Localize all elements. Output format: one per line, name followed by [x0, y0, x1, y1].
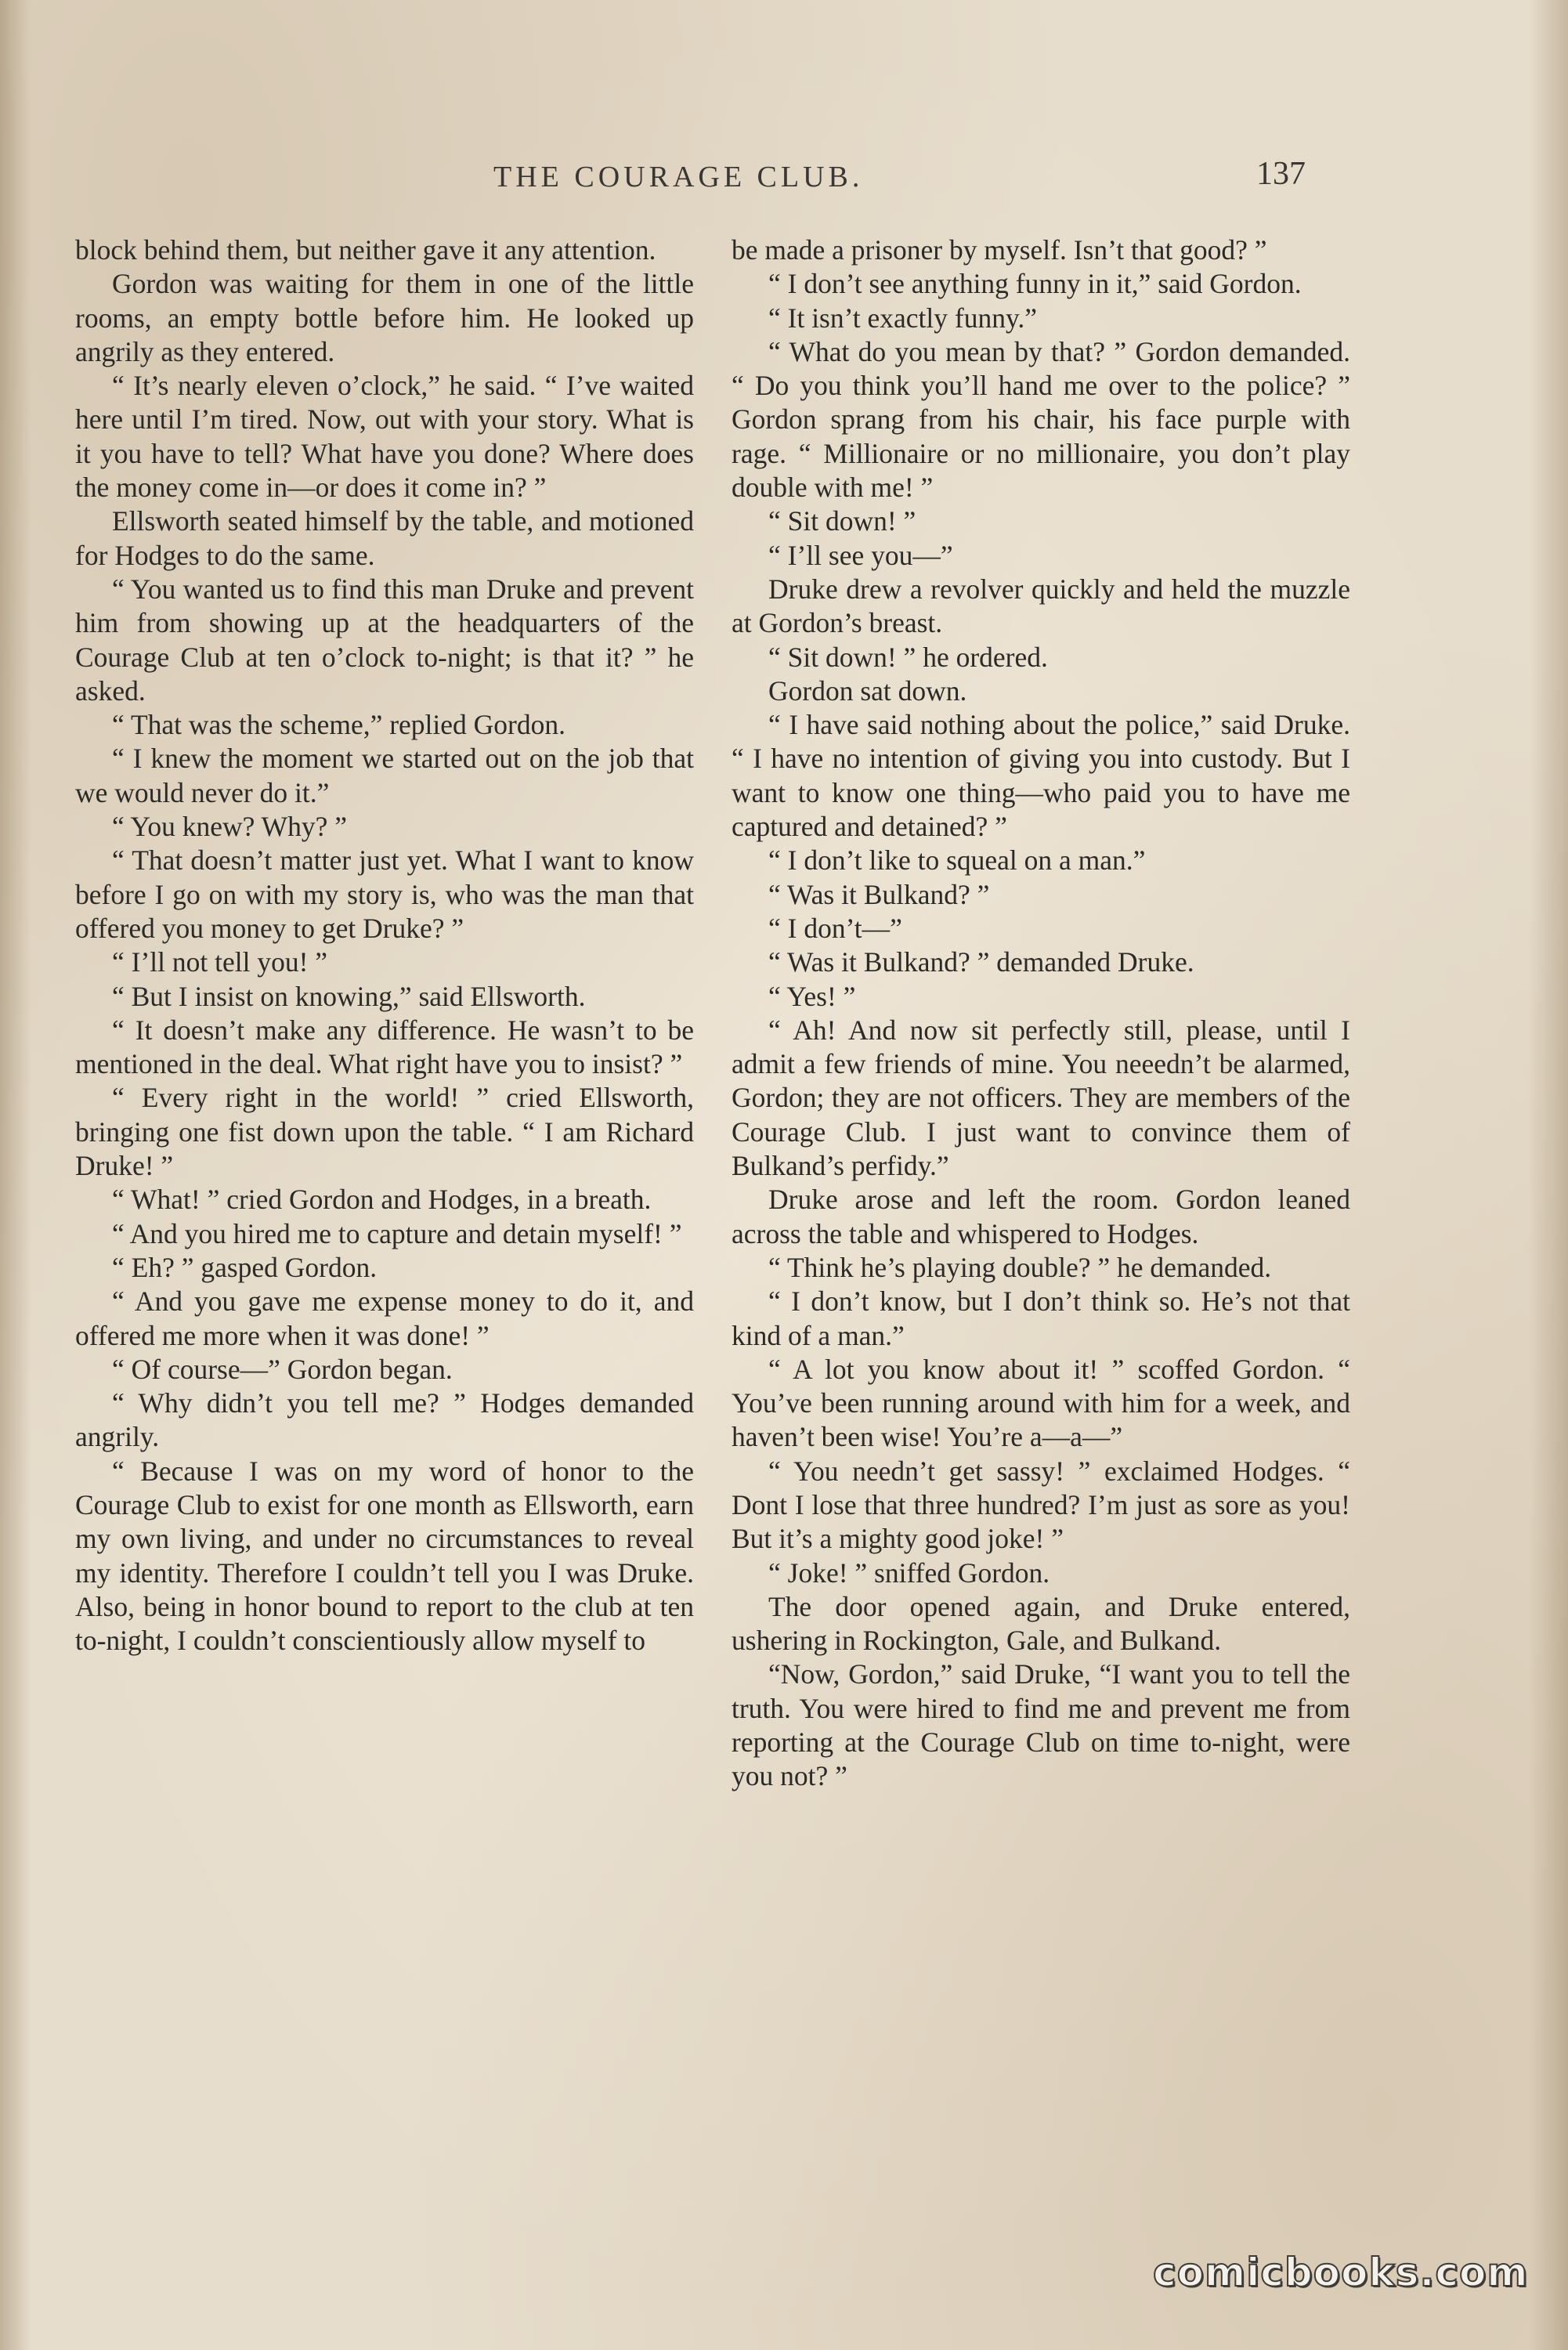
paragraph: Druke arose and left the room. Gordon leaned across the table and whispered to Hodges. [732, 1184, 1350, 1249]
paragraph: “ Was it Bulkand? ” demanded Druke. [768, 946, 1194, 978]
paragraph: “ I don’t—” [768, 912, 902, 944]
paragraph: “ I’ll see you—” [768, 539, 953, 571]
paragraph: “ It doesn’t make any difference. He wasn’t to be mentioned in the deal. What right have you to insist? ” [75, 1014, 694, 1080]
running-head [0, 156, 1568, 207]
site-watermark: comicbooks.com [1153, 2250, 1529, 2295]
paragraph: “ Every right in the world! ” cried Ellsworth, bringing one fist down upon the table. “ I am Richard Druke! ” [75, 1082, 694, 1182]
paragraph: “ You knew? Why? ” [112, 811, 348, 843]
paragraph: “ What! ” cried Gordon and Hodges, in a breath. [112, 1184, 652, 1216]
paragraph: “ Ah! And now sit perfectly still, please, until I admit a few friends of mine. You neeedn’t be alarmed, Gordon; they are not officers. They are members of the Courage Club. I just want to convince them of Bulkand’s perfidy.” [732, 1014, 1350, 1182]
paragraph: “ And you hired me to capture and detain myself! ” [112, 1217, 682, 1249]
paragraph: “ I have said nothing about the police,” said Druke. “ I have no intention of giving you into custody. But I want to know one thing—who paid you to have me captured and detained? ” [732, 709, 1350, 843]
paragraph: “ That was the scheme,” replied Gordon. [112, 709, 565, 741]
running-title: THE COURAGE CLUB. [493, 161, 864, 193]
right-column [732, 233, 1350, 1794]
paragraph: be made a prisoner by myself. Isn’t that good? ” [732, 234, 1267, 266]
page-number: 137 [1256, 156, 1306, 192]
paragraph: Druke drew a revolver quickly and held the muzzle at Gordon’s breast. [732, 573, 1350, 639]
paragraph: “ It isn’t exactly funny.” [768, 302, 1038, 334]
paragraph: “ Why didn’t you tell me? ” Hodges demanded angrily. [75, 1387, 694, 1453]
paragraph: “ You wanted us to find this man Druke and prevent him from showing up at the headquarters of the Courage Club at ten o’clock to-night; is that it? ” he asked. [75, 573, 694, 707]
paragraph: “ Because I was on my word of honor to the Courage Club to exist for one month as Ellsworth, earn my own living, and under no circumstances to reveal my identity. Therefore I couldn’t tell you I was Druke. Also, being in honor bound to report to the club at ten to-night, I couldn’t conscientiously allow myself to [75, 1455, 694, 1657]
paragraph: “ That doesn’t matter just yet. What I want to know before I go on with my story is, who was the man that offered you money to get Druke? ” [75, 844, 694, 944]
paragraph: “ Of course—” Gordon began. [112, 1353, 453, 1385]
page-edge-shadow-left [0, 0, 31, 2350]
paragraph: “ Yes! ” [768, 980, 856, 1012]
paragraph: “ Think he’s playing double? ” he demanded. [768, 1251, 1272, 1283]
paragraph: “ And you gave me expense money to do it, and offered me more when it was done! ” [75, 1285, 694, 1351]
paragraph: “ I knew the moment we started out on the job that we would never do it.” [75, 743, 694, 808]
paragraph: Gordon sat down. [768, 674, 967, 707]
paragraph: Gordon was waiting for them in one of the little rooms, an empty bottle before him. He looked up angrily as they entered. [75, 268, 694, 367]
paragraph: “ What do you mean by that? ” Gordon demanded. “ Do you think you’ll hand me over to the police? ” Gordon sprang from his chair, his face purple with rage. “ Millionaire or no millionaire, you don’t play double with me! ” [732, 335, 1350, 504]
paragraph: The door opened again, and Druke entered, ushering in Rockington, Gale, and Bulkand. [732, 1590, 1350, 1657]
paragraph: block behind them, but neither gave it any attention. [75, 234, 656, 266]
paragraph: “ I don’t know, but I don’t think so. He’s not that kind of a man.” [732, 1285, 1350, 1351]
paragraph: “ I’ll not tell you! ” [112, 946, 328, 978]
paragraph: “ Sit down! ” he ordered. [768, 641, 1048, 673]
paragraph: “ It’s nearly eleven o’clock,” he said. “ I’ve waited here until I’m tired. Now, out with your story. What is it you have to tell? What have you done? Where does the money come in—or does it come in? ” [75, 370, 694, 504]
paragraph: “ Joke! ” sniffed Gordon. [768, 1556, 1050, 1589]
paragraph: Ellsworth seated himself by the table, and motioned for Hodges to do the same. [75, 505, 694, 571]
paragraph: “ I don’t like to squeal on a man.” [768, 844, 1146, 877]
paragraph: “ But I insist on knowing,” said Ellsworth. [112, 980, 586, 1012]
paragraph: “ Eh? ” gasped Gordon. [112, 1251, 378, 1283]
paragraph: “ Was it Bulkand? ” [768, 878, 990, 910]
left-column [75, 233, 694, 1658]
paragraph: “Now, Gordon,” said Druke, “I want you to tell the truth. You were hired to find me and prevent me from reporting at the Courage Club on time to-night, were you not? ” [732, 1658, 1350, 1792]
paragraph: “ Sit down! ” [768, 505, 916, 537]
paragraph: “ I don’t see anything funny in it,” said Gordon. [768, 268, 1302, 300]
paragraph: “ You needn’t get sassy! ” exclaimed Hodges. “ Dont I lose that three hundred? I’m just as sore as you! But it’s a mighty good joke! ” [732, 1455, 1350, 1555]
page-edge-shadow-right [1529, 0, 1568, 2350]
paragraph: “ A lot you know about it! ” scoffed Gordon. “ You’ve been running around with him for a week, and haven’t been wise! You’re a—a—” [732, 1353, 1350, 1453]
